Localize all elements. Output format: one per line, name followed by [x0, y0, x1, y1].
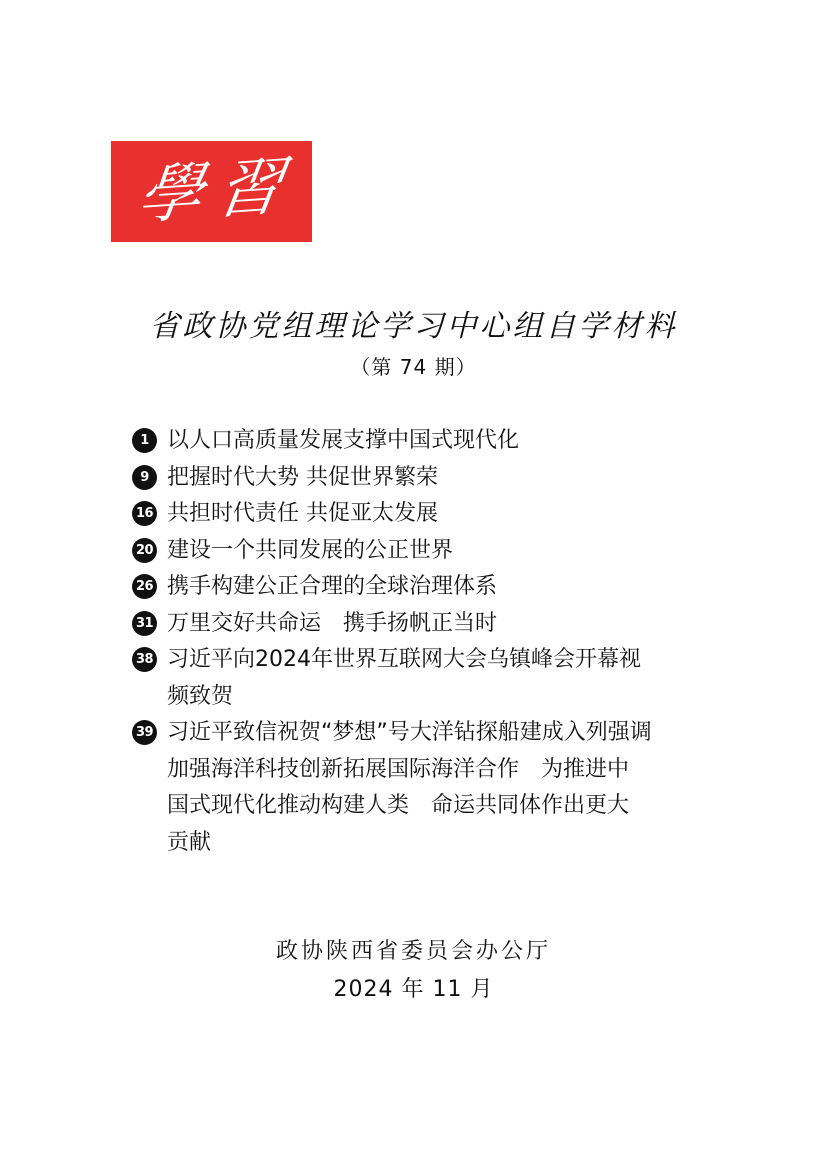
- toc-item-title: 以人口高质量发展支撑中国式现代化: [167, 428, 520, 453]
- toc-title-line: 加强海洋科技创新拓展国际海洋合作 为推进中: [167, 756, 630, 782]
- toc-item-title: [167, 642, 732, 715]
- toc-item[interactable]: [132, 715, 732, 861]
- toc-title-line: 贡献: [167, 829, 212, 855]
- toc-item[interactable]: [132, 496, 732, 533]
- page-number-badge: 31: [132, 611, 157, 636]
- toc-item-title: 建设一个共同发展的公正世界: [167, 537, 454, 563]
- toc-item[interactable]: [132, 533, 732, 570]
- masthead-logo: [111, 141, 312, 242]
- toc-title-line: 频致贺: [167, 683, 234, 709]
- toc-item[interactable]: [132, 423, 732, 460]
- toc-item[interactable]: [132, 569, 732, 606]
- table-of-contents: [132, 423, 732, 861]
- toc-item-title: 携手构建公正合理的全球治理体系: [167, 574, 498, 599]
- issuing-organization: 政协陕西省委员会办公厅: [275, 939, 551, 964]
- page-number-badge: 20: [132, 538, 157, 563]
- toc-item-title: 把握时代大势 共促世界繁荣: [167, 464, 438, 490]
- page-number-badge: 1: [132, 428, 157, 453]
- page-number-badge: 39: [132, 720, 157, 745]
- page-number-badge: 16: [132, 501, 157, 526]
- toc-item-title: 万里交好共命运 携手扬帆正当时: [167, 610, 498, 636]
- toc-title-line: 习近平向2024年世界互联网大会乌镇峰会开幕视: [167, 647, 641, 672]
- toc-item[interactable]: [132, 642, 732, 715]
- toc-item-title: 共担时代责任 共促亚太发展: [167, 501, 438, 526]
- page-number-badge: 38: [132, 647, 157, 672]
- page-number-badge: 9: [132, 465, 157, 490]
- logo-calligraphy-text: 學習: [132, 148, 301, 234]
- page-number-badge: 26: [132, 574, 157, 599]
- toc-title-line: 习近平致信祝贺“梦想”号大洋钻探船建成入列强调: [167, 720, 652, 745]
- toc-item-title: [167, 715, 732, 861]
- document-title: 省政协党组理论学习中心组自学材料: [149, 309, 678, 344]
- toc-item[interactable]: [132, 606, 732, 643]
- toc-title-line: 国式现代化推动构建人类 命运共同体作出更大: [167, 793, 630, 818]
- issue-number: （第 74 期）: [350, 355, 477, 379]
- issue-date: 2024 年 11 月: [333, 977, 494, 1002]
- toc-item[interactable]: [132, 460, 732, 497]
